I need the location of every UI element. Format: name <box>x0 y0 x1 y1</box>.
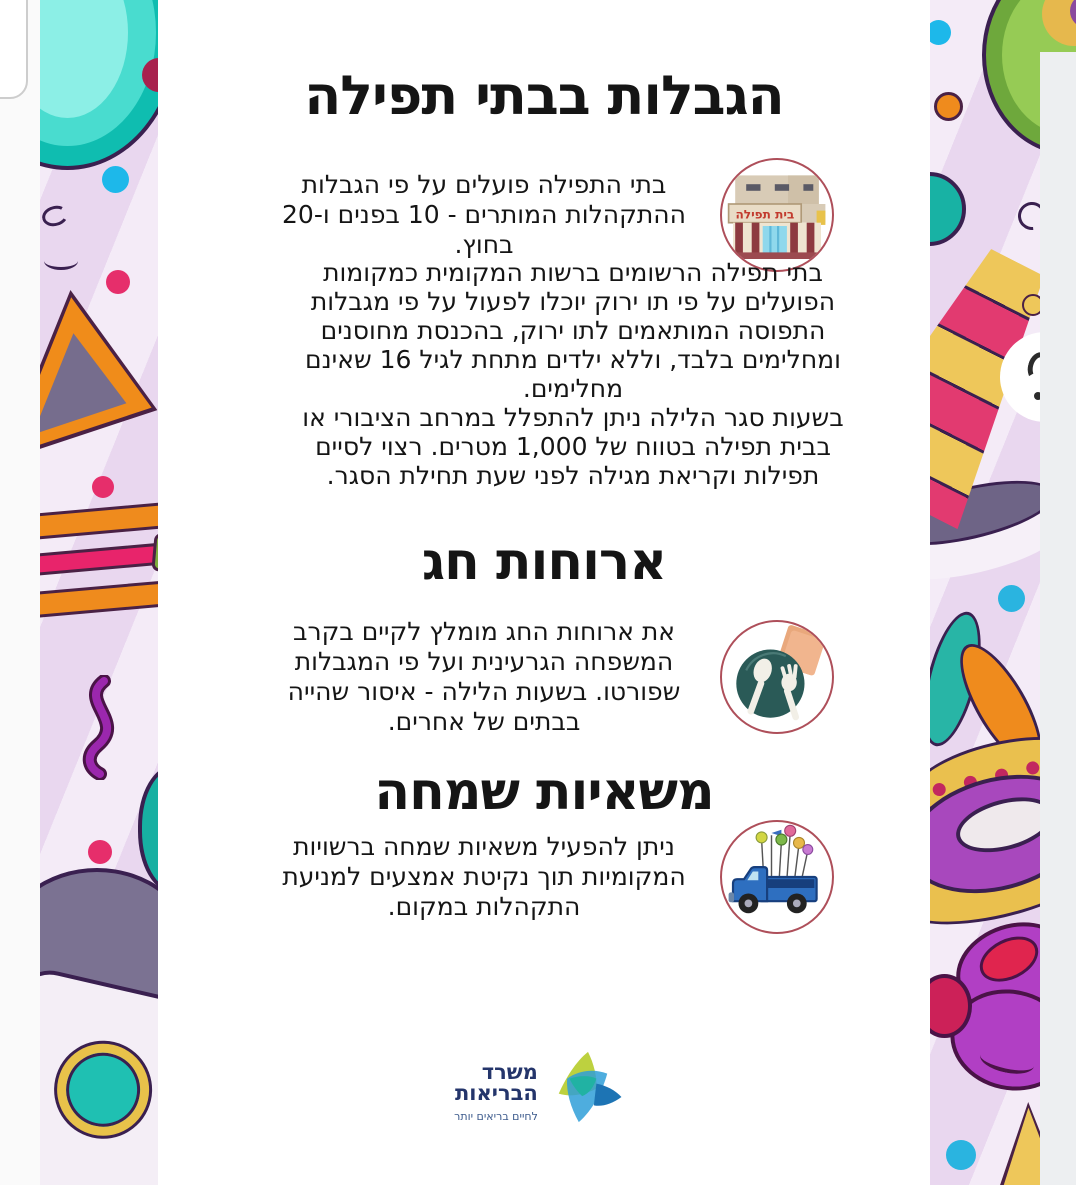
decor-confetti-dot <box>998 585 1025 612</box>
decor-green-tag <box>151 533 158 573</box>
decor-confetti-dot <box>106 270 130 294</box>
meal-icon <box>720 620 834 734</box>
decor-confetti-dot <box>92 476 114 498</box>
synagogue-icon <box>720 158 834 272</box>
ministry-tagline: לחיים בריאים יותר <box>454 1109 538 1123</box>
meals-row <box>270 612 834 742</box>
decor-confetti-dot <box>88 840 112 864</box>
curfew-paragraph: בשעות סגר הלילה ניתן להתפלל במרחב הציבורי או בבית תפילה בטווח של 1,000 מטרים. רצוי לסיים תפילות וקריאת מגילה לפני שעת תחילת הסגר. <box>302 403 844 490</box>
left-margin-strip <box>0 0 40 1185</box>
trucks-row <box>270 812 834 942</box>
decor-mask-eye-triangle <box>40 285 158 478</box>
decor-bow-red-accent <box>972 928 1045 991</box>
truck-icon <box>720 820 834 934</box>
ministry-name <box>454 1059 538 1105</box>
decor-confetti-dot <box>946 1140 976 1170</box>
decor-band-dot <box>1025 760 1041 776</box>
decor-confetti-dot <box>934 92 963 121</box>
content-panel <box>158 0 930 1185</box>
decor-confetti-dot <box>102 166 129 193</box>
decor-swirl <box>40 203 70 229</box>
decor-mask-eye-triangle-inner <box>40 285 158 478</box>
ministry-logo-text <box>454 1059 538 1123</box>
meals-section-title: ארוחות חג <box>421 532 667 592</box>
decor-teal-blob <box>138 765 158 893</box>
decor-teal-half-circle <box>930 172 966 246</box>
meals-text: את ארוחות החג מומלץ לקיים בקרב המשפחה הגרעינית ועל פי המגבלות שפורטו. בשעות הלילה - איסור שהייה בבתים של אחרים. <box>287 617 681 736</box>
joy-truck-icon <box>722 822 832 932</box>
decor-squiggle <box>70 675 130 780</box>
decor-confetti-dot <box>930 20 951 45</box>
decor-bottle-shape <box>40 963 158 1185</box>
ministry-name-line1: משרד <box>481 1059 538 1084</box>
star-of-david-logo-icon <box>542 1048 634 1136</box>
panel-corner-fragment <box>0 0 28 99</box>
ministry-name-line2: הבריאות <box>454 1081 538 1105</box>
decor-bow-curl <box>978 1043 1037 1078</box>
prayer-intro-text: בתי התפילה פועלים על פי הגבלות ההתקהלות המותרים - 10 בפנים ו-20 בחוץ. <box>282 170 686 259</box>
decor-teal-circle <box>40 0 158 170</box>
svg-text:בית תפילה: בית תפילה <box>735 207 795 222</box>
trucks-text: ניתן להפעיל משאיות שמחה ברשויות המקומיות תוך נקיטת אמצעים למניעת התקהלות במקום. <box>282 832 686 921</box>
decor-stripe-pink <box>40 541 158 577</box>
synagogue-building-icon <box>722 160 832 270</box>
party-illustration-left <box>40 0 158 1185</box>
green-pass-paragraph: בתי תפילה הרשומים ברשות המקומית כמקומות הפועלים על פי תו ירוק יוכלו לפעול על פי מגבלות התפוסה המותאמים לתו ירוק, בהכנסת מחוסנים ומחלימים בלבד, וללא ילדים מתחת לגיל 16 שאינם מחלימים. <box>305 258 841 403</box>
trucks-section-title: משאיות שמחה <box>374 762 714 822</box>
decor-swirl <box>44 252 78 270</box>
ministry-of-health-logo <box>158 1048 930 1136</box>
decor-stripe-orange <box>40 501 158 541</box>
decor-stripe-orange <box>40 579 158 619</box>
page-title: הגבלות בבתי תפילה <box>304 64 784 127</box>
decor-streamer-stripes <box>40 501 158 634</box>
decor-ringed-circle <box>48 1035 158 1145</box>
right-margin-strip <box>1040 52 1076 1185</box>
plate-and-cutlery-icon <box>722 622 832 732</box>
party-illustration-right <box>930 0 1076 1185</box>
prayer-details-text <box>280 258 866 490</box>
